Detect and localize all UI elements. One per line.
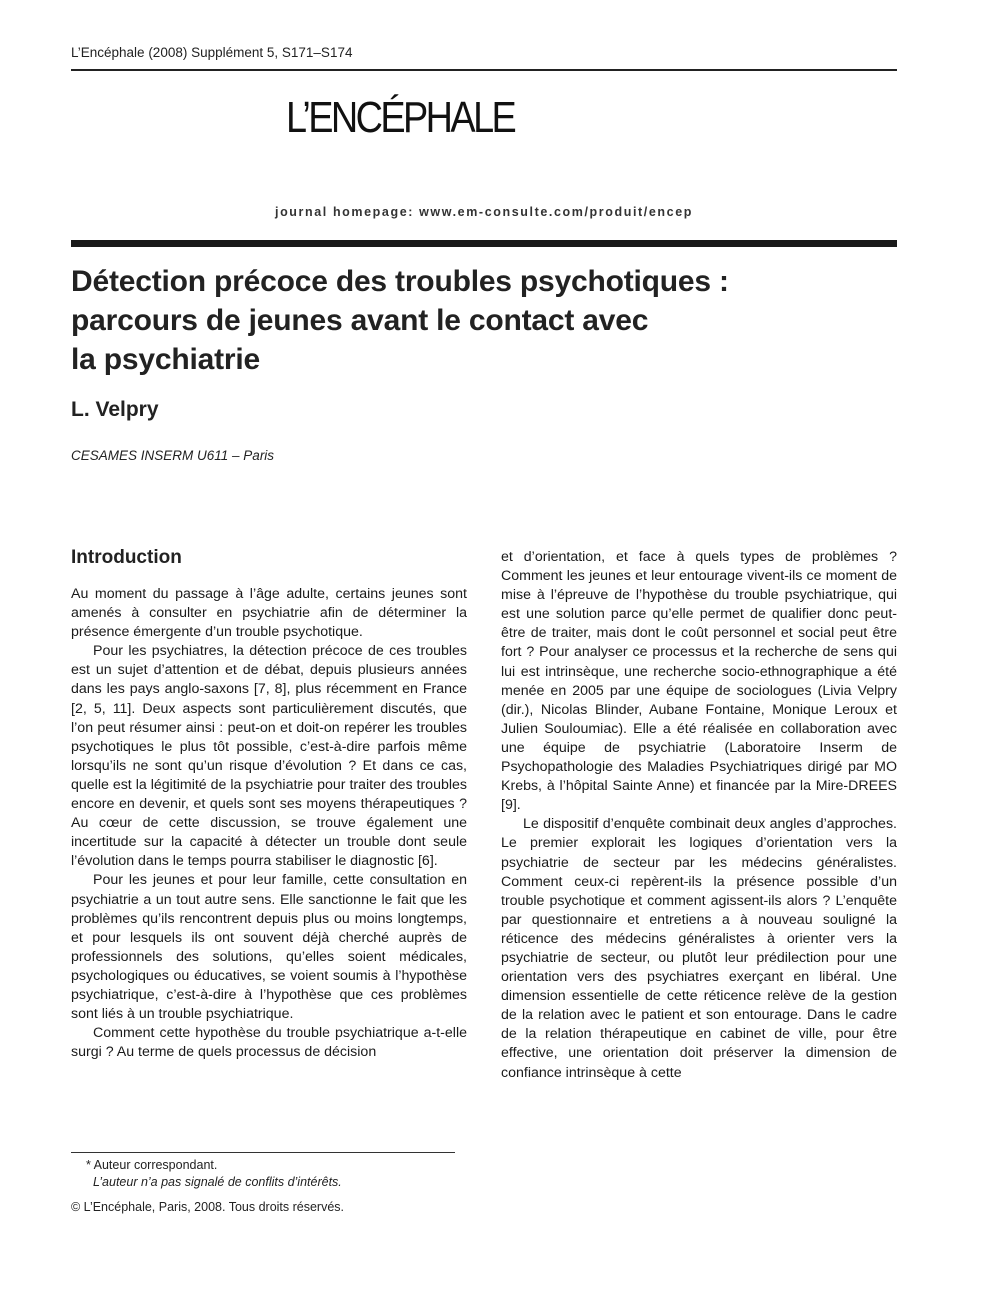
journal-logo: L’ENCÉPHALE	[286, 93, 515, 142]
footnote-conflicts: L’auteur n’a pas signalé de conflits d’intérêts.	[93, 1175, 342, 1189]
copyright-notice: © L’Encéphale, Paris, 2008. Tous droits réservés.	[71, 1200, 345, 1214]
footnote-corresponding-author: * Auteur correspondant.	[86, 1158, 218, 1172]
paragraph: Comment cette hypothèse du trouble psychiatrique a-t-elle surgi ? Au terme de quels processus de décision	[71, 1025, 467, 1061]
paragraph: Pour les jeunes et pour leur famille, cette consultation en psychiatrie a un tout autre sens. Elle sanctionne le fait que les problèmes qu’ils rencontrent depuis plus ou moins longtemps, et pour lesquels ils ont souvent déjà cherché auprès de professionnels des solutions, qu’elles soient médicales, psychologiques ou éducatives, se voient soumis à l’hypothèse psychiatrique, c’est-à-dire à l’hypothèse que ces problèmes sont liés à un trouble psychiatrique.	[71, 872, 467, 1023]
title-line: la psychiatrie	[71, 343, 260, 376]
author-affiliation: CESAMES INSERM U611 – Paris	[71, 448, 275, 463]
paragraph: Le dispositif d’enquête combinait deux angles d’approches. Le premier explorait les logiques d’orientation vers la psychiatrie de secteur par les médecins généralistes. Comment ceux-ci repèrent-ils la présence possible d’un trouble psychotique et comment agissent-ils alors ? L’enquête par questionnaire et entretiens a à nouveau souligné la réticence des médecins généralistes à orienter vers la psychiatrie de secteur, ou plutôt leur prédilection pour une orientation vers des psychiatres exerçant en libéral. Une dimension essentielle de cette réticence relève de la gestion de la relation avec le patient et son entourage. Dans le cadre de la relation thérapeutique en cabinet de ville, pour être effective, une orientation doit préserver la dimension de confiance intrinsèque à cette	[501, 816, 897, 1081]
journal-homepage-link[interactable]: journal homepage: www.em-consulte.com/produit/encep	[275, 205, 693, 219]
author-name: L. Velpry	[71, 398, 159, 421]
paragraph: Pour les psychiatres, la détection précoce de ces troubles est un sujet d’attention et de débat, depuis plusieurs années dans les pays anglo-saxons [7, 8], plus récemment en France [2, 5, 11]. Deux aspects sont particulièrement discutés, que l’on peut résumer ainsi : peut-on et doit-on repérer les troubles psychotiques le plus tôt possible, c’est-à-dire parfois même lorsqu’ils ne sont qu’un risque d’évolution ? Et dans ce cas, quelle est la légitimité de la psychiatrie pour traiter des troubles encore en devenir, et quels sont ses moyens thérapeutiques ? Au cœur de cette discussion, se trouve également une incertitude sur la capacité à détecter un trouble dont seule l’évolution dans le temps pourra stabiliser le diagnostic [6].	[71, 643, 467, 870]
body-column-left	[71, 585, 467, 1062]
title-line: Détection précoce des troubles psychotiques :	[71, 265, 729, 298]
footnote-rule	[71, 1152, 455, 1153]
paragraph: et d’orientation, et face à quels types de problèmes ? Comment les jeunes et leur entourage vivent-ils ce moment de mise à l’épreuve de l’hypothèse du trouble psychiatrique, qui est une solution parce qu’elle permet de qualifier donc peut-être de traiter, mais dont le coût personnel et social peut être fort ? Pour analyser ce processus et la recherche de sens qui lui est intrinsèque, une recherche socio-ethnographique a été menée en 2005 par une équipe de sociologues (Livia Velpry (dir.), Nicolas Blinder, Aubane Fontaine, Monique Leroux et Julien Souloumiac). Elle a été réalisée en collaboration avec une équipe de psychiatrie (Laboratoire Inserm de Psychopathologie des Maladies Psychiatriques dirigé par MO Krebs, à l’hôpital Sainte Anne) et financée par la Mire-DREES [9].	[501, 549, 897, 814]
paragraph: Au moment du passage à l’âge adulte, certains jeunes sont amenés à consulter en psychiatrie afin de déterminer la présence émergente d’un trouble psychotique.	[71, 586, 467, 641]
journal-citation: L’Encéphale (2008) Supplément 5, S171–S174	[71, 45, 353, 60]
title-rule	[71, 240, 897, 247]
header-rule	[71, 69, 897, 71]
section-heading: Introduction	[71, 547, 182, 568]
body-column-right	[501, 548, 897, 1083]
article-title	[71, 262, 897, 379]
title-line: parcours de jeunes avant le contact avec	[71, 304, 649, 337]
